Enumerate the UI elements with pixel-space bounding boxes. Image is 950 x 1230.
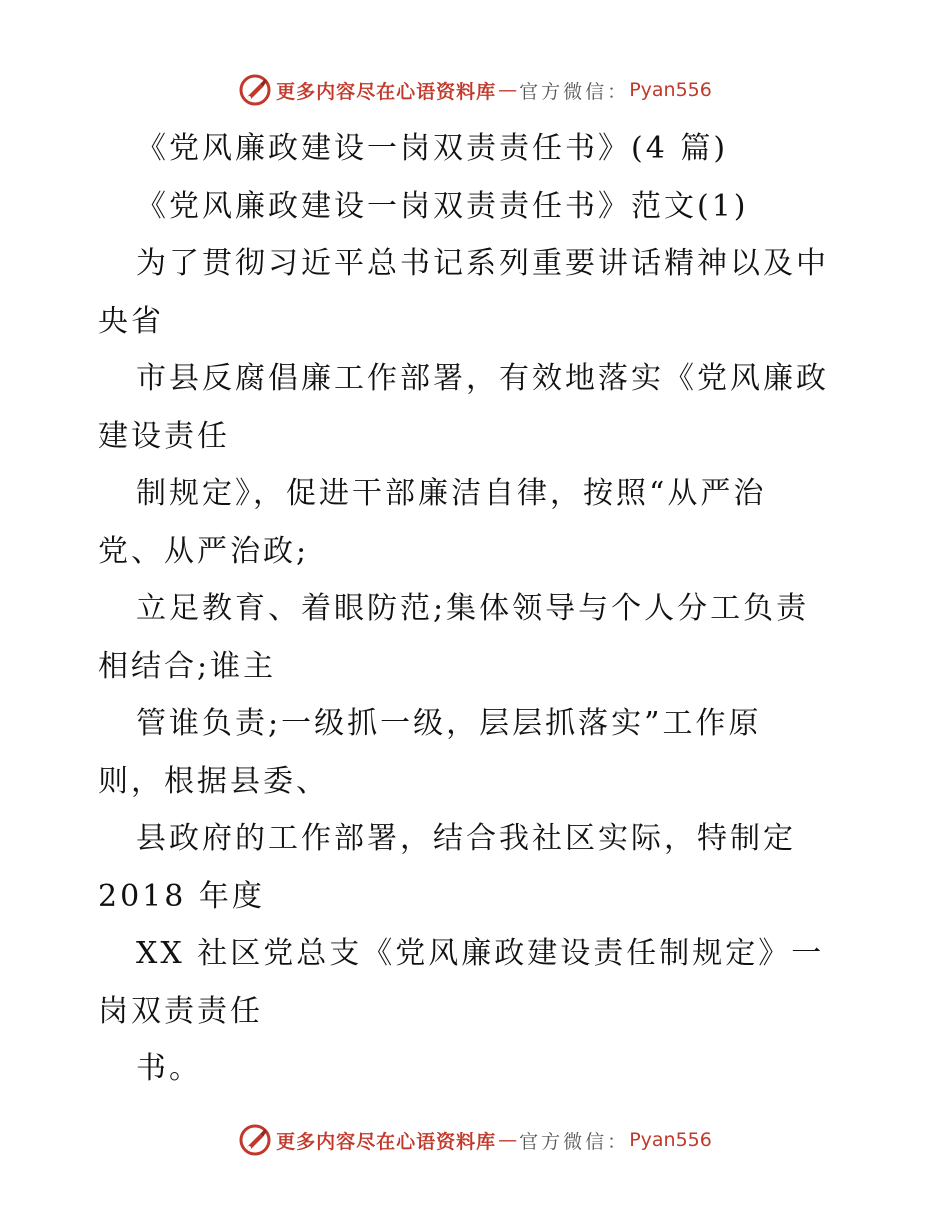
doc-line: 为了贯彻习近平总书记系列重要讲话精神以及中	[136, 246, 829, 281]
document-body	[98, 120, 878, 1098]
doc-title: 《党风廉政建设一岗双责责任书》(4 篇)	[136, 131, 729, 166]
doc-line: 则，根据县委、	[98, 763, 329, 799]
pen-nib-logo-icon	[238, 73, 272, 107]
pen-nib-logo-icon	[238, 1123, 272, 1157]
banner-library-text: 更多内容尽在心语资料库	[276, 1130, 497, 1153]
doc-line: 相结合;谁主	[98, 648, 277, 684]
doc-subtitle: 《党风廉政建设一岗双责责任书》范文(1)	[136, 188, 749, 224]
banner-wechat-id: Pyan556	[629, 1129, 712, 1151]
doc-line: 管谁负责;一级抓一级，层层抓落实”工作原	[136, 706, 762, 741]
banner-wechat-label: 官方微信：	[519, 80, 630, 103]
doc-line: 立足教育、着眼防范;集体领导与个人分工负责	[136, 591, 810, 626]
doc-line: XX 社区党总支《党风廉政建设责任制规定》一	[136, 936, 825, 971]
footer-banner	[0, 1120, 950, 1160]
doc-line: 制规定》，促进干部廉洁自律，按照“从严治	[136, 476, 767, 511]
doc-line: 岗双责责任	[98, 993, 263, 1029]
doc-line: 县政府的工作部署，结合我社区实际，特制定	[136, 821, 796, 856]
banner-wechat-label: 官方微信：	[519, 1130, 630, 1153]
doc-line: 市县反腐倡廉工作部署，有效地落实《党风廉政	[136, 361, 829, 396]
doc-line: 央省	[98, 303, 164, 339]
header-banner	[0, 70, 950, 110]
doc-line: 党、从严治政;	[98, 533, 310, 569]
banner-library-text: 更多内容尽在心语资料库	[276, 80, 497, 103]
banner-dash: —	[498, 79, 518, 101]
banner-dash: —	[498, 1129, 518, 1151]
doc-line: 书。	[136, 1051, 202, 1086]
doc-line: 2018 年度	[98, 878, 265, 914]
banner-wechat-id: Pyan556	[629, 79, 712, 101]
doc-line: 建设责任	[98, 418, 230, 454]
